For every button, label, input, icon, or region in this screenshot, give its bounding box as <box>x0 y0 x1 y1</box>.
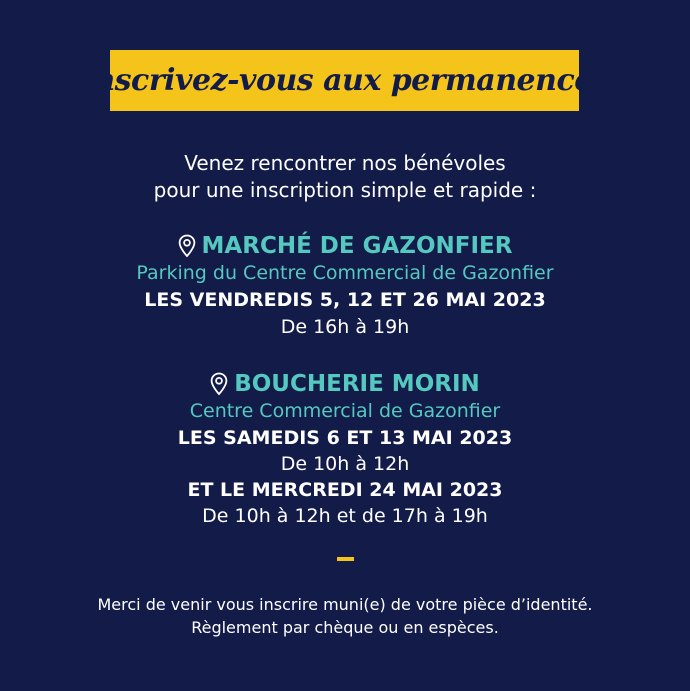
location-1-dates: LES VENDREDIS 5, 12 ET 26 MAI 2023 <box>144 289 546 311</box>
location-1-hours: De 16h à 19h <box>280 316 410 338</box>
location-2-hours: De 10h à 12h <box>280 453 410 475</box>
location-2-name: BOUCHERIE MORIN <box>234 370 480 397</box>
intro-line-2: pour une inscription simple et rapide : <box>153 178 537 202</box>
location-1-address: Parking du Centre Commercial de Gazonfier <box>136 262 554 284</box>
location-2-dates: LES SAMEDIS 6 ET 13 MAI 2023 <box>177 427 513 449</box>
location-2-hours-2: De 10h à 12h et de 17h à 19h <box>202 505 488 527</box>
location-pin-icon <box>178 234 196 258</box>
footer-line-2: Règlement par chèque ou en espèces. <box>191 618 499 637</box>
banner-title: Inscrivez-vous aux permanences <box>79 63 610 98</box>
location-1-name: MARCHÉ DE GAZONFIER <box>201 232 513 259</box>
location-2-dates-2: ET LE MERCREDI 24 MAI 2023 <box>187 479 503 501</box>
location-2-address: Centre Commercial de Gazonfier <box>189 400 501 422</box>
location-2-heading <box>0 372 690 396</box>
intro-line-1: Venez rencontrer nos bénévoles <box>184 151 506 175</box>
location-1-heading <box>0 234 690 258</box>
location-pin-icon <box>210 372 228 396</box>
footer-line-1: Merci de venir vous inscrire muni(e) de votre pièce d’identité. <box>97 595 593 614</box>
divider-dash <box>337 557 354 561</box>
title-banner <box>79 50 610 111</box>
